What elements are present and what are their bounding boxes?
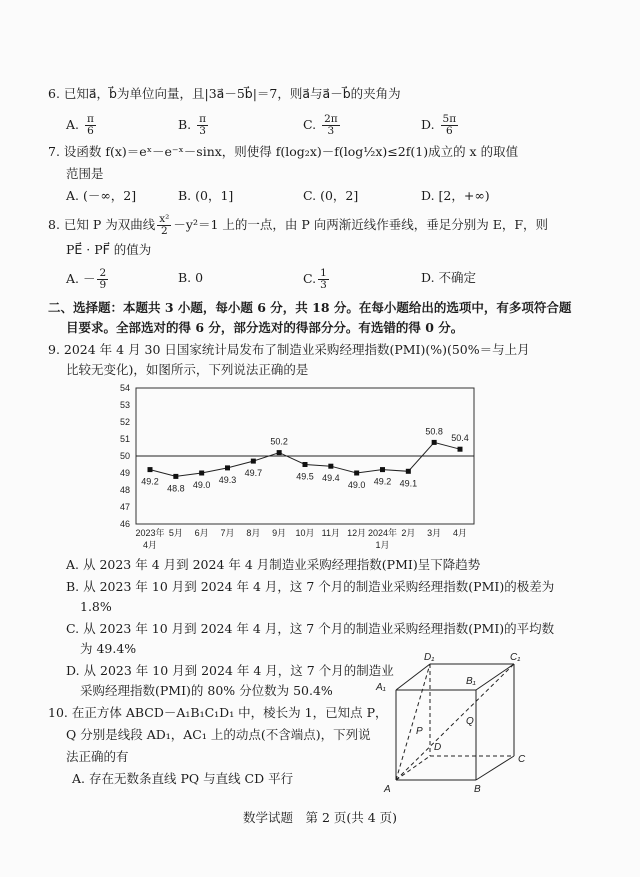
x-tick-label: 1月 bbox=[375, 540, 390, 550]
q8-option-a: A. － $\frac{2}{9}$ bbox=[66, 267, 107, 291]
edge-bc bbox=[476, 756, 514, 780]
q9-option-d-line2: 采购经理指数(PMI)的 80% 分位数为 50.4% bbox=[80, 683, 333, 698]
x-tick-label: 7月 bbox=[220, 528, 235, 538]
label-b1: B₁ bbox=[466, 676, 476, 687]
edge-ad-hidden bbox=[396, 756, 430, 780]
y-tick-label: 47 bbox=[119, 502, 130, 512]
y-tick-label: 54 bbox=[119, 383, 130, 393]
x-tick-label: 2023年 bbox=[135, 528, 165, 538]
data-label: 49.3 bbox=[218, 474, 237, 485]
q8-option-b: B. 0 bbox=[178, 270, 204, 285]
label-d1: D₁ bbox=[424, 652, 435, 663]
data-label: 49.7 bbox=[244, 468, 263, 479]
q7-option-a: A. (－∞，2] bbox=[66, 188, 137, 203]
q8-option-d: D. 不确定 bbox=[421, 270, 477, 285]
x-tick-label: 12月 bbox=[347, 528, 367, 538]
data-point bbox=[458, 447, 463, 452]
x-tick-label: 4月 bbox=[142, 540, 158, 550]
x-tick-label: 3月 bbox=[427, 528, 442, 538]
data-point bbox=[303, 462, 308, 467]
data-point bbox=[432, 440, 437, 445]
data-label: 50.4 bbox=[451, 433, 469, 444]
label-d: D bbox=[434, 742, 442, 753]
q6-stem: 6. 已知a⃗，b⃗为单位向量，且|3a⃗－5b⃗|＝7，则a⃗与a⃗－b⃗的夹角为 bbox=[48, 86, 401, 101]
data-label: 49.1 bbox=[399, 478, 418, 489]
q8-option-c: C. $\frac{1}{3}$ bbox=[303, 267, 327, 291]
q10-stem-line2: Q 分别是线段 AD₁，AC₁ 上的动点(不含端点)，下列说 bbox=[66, 727, 371, 742]
q9-option-c-line1: C. 从 2023 年 10 月到 2024 年 4 月，这 7 个月的制造业采购经理指数(PMI)的平均数 bbox=[66, 621, 555, 636]
data-label: 50.2 bbox=[270, 436, 288, 447]
section2-header-line1: 二、选择题：本题共 3 小题，每小题 6 分，共 18 分。在每小题给出的选项中，有多项符合题 bbox=[48, 300, 572, 315]
page-footer: 数学试题 第 2 页(共 4 页) bbox=[242, 810, 398, 825]
q6-option-c: C. $\frac{2\pi}{3}$ bbox=[303, 113, 338, 137]
x-tick-label: 11月 bbox=[321, 528, 341, 538]
x-tick-label: 4月 bbox=[452, 528, 468, 538]
q6-option-d: D. $\frac{5\pi}{6}$ bbox=[421, 113, 457, 137]
data-point bbox=[148, 467, 153, 472]
segment-ac1 bbox=[396, 664, 514, 780]
x-tick-label: 2024年 bbox=[367, 528, 398, 538]
q6-option-a: A. $\frac{\pi}{6}$ bbox=[66, 113, 94, 137]
q7-option-d: D. [2，+∞) bbox=[421, 188, 490, 203]
q8-stem-line1: 8. 已知 P 为双曲线 $\frac{\text{x²}}{2}$ －y²＝1 上的一点，由 P 向两渐近线作垂线，垂足分别为 E，F，则 bbox=[48, 213, 549, 237]
data-label: 49.0 bbox=[347, 480, 366, 490]
q10-stem-line3: 法正确的有 bbox=[66, 749, 129, 764]
q9-option-a: A. 从 2023 年 4 月到 2024 年 4 月制造业采购经理指数(PMI)呈下降趋势 bbox=[66, 557, 481, 572]
label-q: Q bbox=[466, 716, 474, 727]
q9-option-d-line1: D. 从 2023 年 10 月到 2024 年 4 月，这 7 个月的制造业 bbox=[66, 663, 394, 678]
data-point bbox=[173, 474, 178, 479]
y-tick-label: 46 bbox=[119, 519, 130, 529]
q9-stem-line1: 9. 2024 年 4 月 30 日国家统计局发布了制造业采购经理指数(PMI)(%)(50%＝与上月 bbox=[48, 342, 530, 357]
label-a: A bbox=[384, 784, 391, 795]
q9-option-c-line2: 为 49.4% bbox=[80, 641, 137, 656]
q9-option-b-line2: 1.8% bbox=[80, 599, 112, 614]
edge-b1c1 bbox=[476, 664, 514, 690]
q10-stem-line1: 10. 在正方体 ABCD－A₁B₁C₁D₁ 中，棱长为 1，已知点 P， bbox=[48, 705, 388, 720]
x-tick-label: 8月 bbox=[246, 528, 261, 538]
x-tick-label: 2月 bbox=[401, 528, 416, 538]
data-label: 49.2 bbox=[141, 476, 159, 487]
x-tick-label: 5月 bbox=[168, 528, 183, 538]
q9-stem-line2: 比较无变化)，如图所示，下列说法正确的是 bbox=[66, 362, 309, 377]
y-tick-label: 52 bbox=[119, 417, 130, 427]
y-tick-label: 53 bbox=[119, 400, 130, 410]
x-tick-label: 9月 bbox=[272, 528, 287, 538]
pmi-line-chart bbox=[100, 380, 480, 560]
y-tick-label: 51 bbox=[119, 434, 130, 444]
edge-a1d1 bbox=[396, 664, 430, 690]
data-label: 50.8 bbox=[425, 426, 443, 437]
label-c1: C₁ bbox=[510, 652, 521, 663]
data-label: 49.5 bbox=[296, 471, 314, 482]
cube-diagram bbox=[370, 650, 540, 798]
data-label: 49.4 bbox=[322, 473, 340, 484]
data-point bbox=[328, 464, 333, 469]
q7-stem-line1: 7. 设函数 f(x)＝eˣ－e⁻ˣ－sinx，则使得 f(log₂x)－f(log½x)≤2f(1)成立的 x 的取值 bbox=[48, 144, 519, 159]
y-tick-label: 49 bbox=[119, 468, 130, 478]
data-point bbox=[277, 450, 282, 455]
data-point bbox=[225, 465, 230, 470]
label-p: P bbox=[416, 726, 423, 737]
q7-stem-line2: 范围是 bbox=[66, 166, 104, 181]
data-label: 49.0 bbox=[192, 480, 211, 490]
data-point bbox=[406, 469, 411, 474]
y-tick-label: 48 bbox=[119, 485, 130, 495]
data-point bbox=[199, 471, 204, 476]
label-a1: A₁ bbox=[376, 682, 386, 693]
q9-option-b-line1: B. 从 2023 年 10 月到 2024 年 4 月，这 7 个月的制造业采购经理指数(PMI)的极差为 bbox=[66, 579, 555, 594]
q8-stem-line2: PE⃗ · PF⃗ 的值为 bbox=[66, 242, 152, 257]
label-b: B bbox=[474, 784, 481, 795]
data-label: 49.2 bbox=[373, 476, 392, 487]
q6-option-b: B. $\frac{\pi}{3}$ bbox=[178, 113, 207, 137]
q10-option-a: A. 存在无数条直线 PQ 与直线 CD 平行 bbox=[72, 771, 294, 786]
label-c: C bbox=[518, 754, 526, 765]
data-point bbox=[251, 459, 256, 464]
y-tick-label: 50 bbox=[119, 451, 130, 461]
q7-option-c: C. (0，2] bbox=[303, 188, 359, 203]
q7-option-b: B. (0，1] bbox=[178, 188, 234, 203]
section2-header-line2: 目要求。全部选对的得 6 分，部分选对的得部分分。有选错的得 0 分。 bbox=[66, 320, 464, 335]
x-tick-label: 10月 bbox=[295, 528, 315, 538]
data-label: 48.8 bbox=[167, 483, 185, 494]
data-point bbox=[380, 467, 385, 472]
x-tick-label: 6月 bbox=[194, 528, 209, 538]
data-point bbox=[354, 471, 359, 476]
